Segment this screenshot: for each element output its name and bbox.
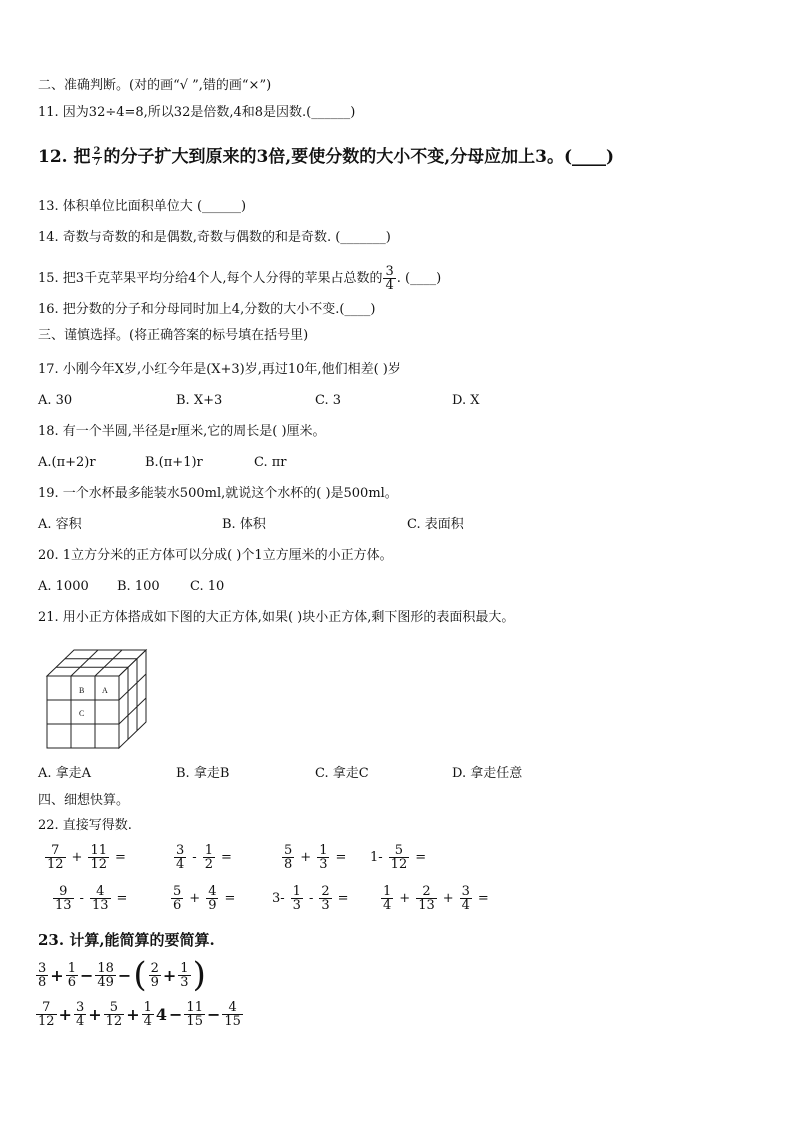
option-c: C. 表面积 [407,517,464,532]
numerator: 4 [208,884,217,899]
fraction [45,844,66,871]
denominator: 4 [75,1014,85,1029]
question-23: 23. 计算,能简算的要简算. [38,931,215,949]
question-19: 19. 一个水杯最多能装水500ml,就说这个水杯的( )是500ml。 [38,486,398,501]
option-c: C. πr [254,455,287,470]
fraction [178,962,190,989]
numerator: 2 [321,884,330,899]
question-14: 14. 奇数与奇数的和是偶数,奇数与偶数的和是奇数. (_______) [38,230,391,245]
numerator: 11 [90,843,107,858]
numerator: 3 [176,843,185,858]
option-d: D. X [452,393,480,408]
numerator: 11 [186,1000,203,1015]
fraction [222,1001,243,1028]
denominator: 13 [55,898,72,913]
option-a: A. 30 [38,393,73,408]
operator: + [126,1005,140,1024]
operator: + [300,850,312,865]
operator: + [442,891,454,906]
denominator: 4 [176,857,185,872]
denominator: 6 [67,974,76,990]
denominator: 2 [204,857,213,872]
numerator: 5 [284,843,293,858]
denominator: 49 [97,974,114,990]
operator: - [308,891,314,906]
operator: + [162,965,177,985]
fraction [149,962,161,989]
fraction [383,265,395,292]
numerator: 5 [173,884,182,899]
denominator: 12 [390,857,408,872]
denominator: 4 [143,1014,152,1029]
operator: − [206,1005,221,1024]
option-b: B. 体积 [222,517,266,532]
fraction [36,962,48,989]
equals-sign: = [335,850,347,865]
option-b: B. 拿走B [176,766,230,781]
fraction [90,885,111,912]
numerator: 7 [42,1000,51,1015]
numerator: 3 [461,884,470,899]
expression [170,885,235,912]
denominator: 8 [284,857,293,872]
option-d: D. 拿走任意 [452,766,523,781]
cube-label-c: C [79,709,85,718]
denominator: 3 [321,898,330,913]
option-a: A.(π+2)r [38,455,96,470]
numerator: 1 [67,960,76,976]
equals-sign: = [220,850,232,865]
numerator: 5 [109,1000,119,1015]
parenthesis: ) [192,955,206,995]
cube-figure [45,648,150,750]
question-21: 21. 用小正方体搭成如下图的大正方体,如果( )块小正方体,剩下图形的表面积最大。 [38,610,515,625]
denominator: 3 [180,974,189,990]
fraction [53,885,74,912]
denominator: 7 [93,157,101,168]
fraction [174,844,186,871]
denominator: 6 [173,898,182,913]
expression [52,885,127,912]
operator: 4 [155,1005,168,1024]
operator: + [399,891,411,906]
question-22: 22. 直接写得数. [38,818,132,833]
option-c: C. 10 [190,579,225,594]
numerator: 3 [75,1000,85,1015]
fraction [74,1001,86,1028]
operator: + [71,850,83,865]
numerator: 1 [292,884,301,899]
option-a: A. 拿走A [38,766,92,781]
cube-label-a: A [102,686,108,695]
numerator: 18 [97,960,114,976]
denominator: 15 [186,1014,203,1029]
numerator: 9 [59,884,68,899]
numerator: 1 [143,1000,152,1015]
operator: − [79,965,94,985]
denominator: 4 [385,278,394,293]
denominator: 3 [319,857,328,872]
operator: 1- [370,850,383,865]
question-17: 17. 小刚今年X岁,小红今年是(X+3)岁,再过10年,他们相差( )岁 [38,362,401,377]
fraction [282,844,294,871]
denominator: 4 [383,898,392,913]
equals-sign: = [115,850,126,865]
question-20: 20. 1立方分米的正方体可以分成( )个1立方厘米的小正方体。 [38,548,393,563]
operator: + [58,1005,72,1024]
question-18: 18. 有一个半圆,半径是r厘米,它的周长是( )厘米。 [38,424,326,439]
question-11: 11. 因为32÷4=8,所以32是倍数,4和8是因数.(______) [38,105,356,120]
denominator: 12 [105,1014,123,1029]
operator: − [169,1005,183,1024]
section-2-title: 二、准确判断。(对的画“√ ”,错的画“×”) [38,78,272,93]
numerator: 2 [93,146,101,157]
expression [35,955,207,995]
fraction [460,885,472,912]
fraction [184,1001,205,1028]
numerator: 1 [204,843,213,858]
fraction [291,885,303,912]
expression [370,844,426,871]
operator: - [79,891,84,906]
denominator: 12 [90,857,107,872]
fraction [95,962,116,989]
operator: 3- [272,891,285,906]
numerator: 7 [51,843,60,858]
operator: + [189,891,201,906]
option-b: B. 100 [117,579,160,594]
operator: + [88,1005,102,1024]
denominator: 13 [418,898,435,913]
numerator: 2 [422,884,431,899]
denominator: 9 [208,898,217,913]
numerator: 2 [150,960,159,976]
operator: - [192,850,197,865]
equals-sign: = [415,850,427,865]
question-13: 13. 体积单位比面积单位大 (______) [38,199,247,214]
denominator: 12 [47,857,64,872]
fraction [171,885,183,912]
option-b: B. X+3 [176,393,223,408]
section-3-title: 三、谨慎选择。(将正确答案的标号填在括号里) [38,328,309,343]
numerator: 5 [394,843,404,858]
equals-sign: = [116,891,128,906]
expression [272,885,349,912]
parenthesis: ( [133,955,147,995]
numerator: 1 [180,960,189,976]
option-c: C. 拿走C [315,766,369,781]
numerator: 1 [383,884,392,899]
equals-sign: = [337,891,349,906]
numerator: 1 [319,843,328,858]
fraction [104,1001,125,1028]
expression [173,844,232,871]
fraction [92,147,103,168]
question-16: 16. 把分数的分子和分母同时加上4,分数的大小不变.(____) [38,302,376,317]
numerator: 4 [228,1000,237,1015]
option-a: A. 容积 [38,517,82,532]
numerator: 4 [96,884,105,899]
fraction [206,885,218,912]
denominator: 8 [38,974,47,990]
fraction [36,1001,57,1028]
denominator: 4 [461,898,470,913]
denominator: 3 [292,898,301,913]
option-c: C. 3 [315,393,342,408]
question-12: 12. 把 $\frac{2}{7}$ 的分子扩大到原来的3倍,要使分数的大小不变,分母应加上3。(____) [38,146,615,168]
section-4-title: 四、细想快算。 [38,793,130,808]
question-15: 15. 把3千克苹果平均分给4个人,每个人分得的苹果占总数的 $\frac{3}{4}$ . (____) [38,264,442,293]
expression [35,1001,244,1028]
operator: + [50,965,64,985]
denominator: 12 [38,1014,55,1029]
fraction [389,844,410,871]
expression [380,885,489,912]
fraction [319,885,331,912]
fraction [142,1001,154,1028]
option-b: B.(π+1)r [145,455,203,470]
fraction [317,844,329,871]
fraction [416,885,437,912]
equals-sign: = [224,891,236,906]
numerator: 3 [38,960,47,976]
cube-label-b: B [79,686,85,695]
numerator: 3 [385,264,394,279]
denominator: 9 [150,974,159,990]
fraction [66,962,78,989]
fraction [88,844,109,871]
equals-sign: = [477,891,489,906]
expression [44,844,126,871]
operator: − [117,965,132,985]
denominator: 15 [224,1014,241,1029]
fraction [203,844,215,871]
fraction [381,885,393,912]
option-a: A. 1000 [38,579,89,594]
denominator: 13 [91,898,109,913]
expression [281,844,346,871]
